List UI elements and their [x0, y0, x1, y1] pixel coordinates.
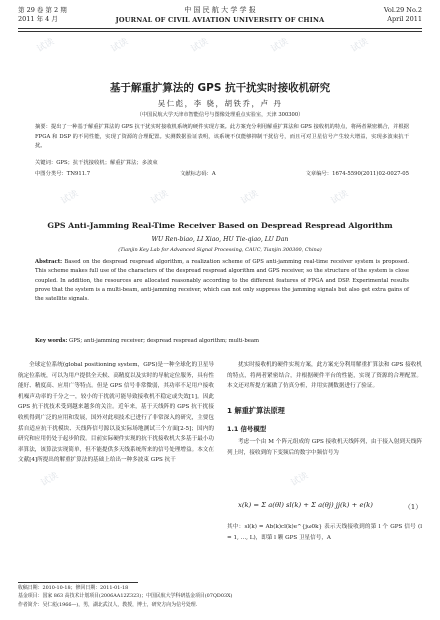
paper-title-en: GPS Anti-Jamming Real-Time Receiver Based on Despread Respread Algorithm	[47, 221, 393, 230]
watermark: 试读	[149, 188, 171, 207]
watermark: 试读	[59, 188, 81, 207]
footnote-rule	[18, 582, 138, 583]
footnote	[18, 584, 318, 609]
paper-title-cn: 基于解重扩算法的 GPS 抗干扰实时接收机研究	[109, 82, 331, 94]
watermark: 试读	[109, 36, 131, 55]
clc-number: 中图分类号：TN911.7	[35, 171, 91, 177]
watermark: 试读	[35, 36, 57, 55]
affiliation-cn: （中国民航大学天津市智能信号与图像处理重点实验室，天津 300300）	[136, 112, 304, 118]
equation-number: （1）	[404, 503, 422, 511]
fund-project: 基金项目：国家 863 高技术计划项目(2006AA12Z323)；中国民航大学科研基金项目(07QD03X)	[18, 593, 233, 600]
abstract-cn: 摘要：提出了一种基于解重扩算法的 GPS 抗干扰实时接收机系统的硬件实现方案。此方案充分利用解重扩算法和 GPS 接收机的特点，将两者紧密耦合，并根据 FPGA 和 DSP 的不同性能，实现了资源的合理配置。实测数据验证表明，该系统不仅能够抑制干扰信号，而且可对卫星信号产生较大增益，实现多波束抗干扰。	[35, 124, 409, 149]
keywords-en-text: GPS; anti-jamming receiver; despread respread algorithm; multi-beam	[69, 338, 260, 344]
volume-issue-en: Vol.29 No.2	[383, 6, 422, 14]
watermark: 试读	[349, 36, 371, 55]
section-heading-1: 1 解重扩算法原理	[227, 406, 285, 415]
watermark: 试读	[329, 188, 351, 207]
header-rule-thin	[18, 31, 422, 32]
equation-explanation: 其中：sl(k) = Ab(k)cl(k)e^{jω0k} 表示天线接收到的第 l 个 GPS 信号 (l = 1, …, L)，即第 l 颗 GPS 卫星信号，A	[227, 524, 422, 541]
abstract-en-label: Abstract:	[35, 259, 63, 265]
section-heading-1-1: 1.1 信号模型	[227, 425, 267, 433]
article-id: 文章编号：1674-5590(2011)02-0027-05	[305, 171, 409, 177]
equation-body: x(k) = Σ a(θl) sl(k) + Σ a(θj) jj(k) + e(k)	[238, 501, 373, 509]
received-date: 收稿日期：2010-10-18；修回日期：2011-01-18	[18, 585, 129, 591]
header-rule	[18, 28, 422, 29]
keywords-en-label: Key words:	[35, 338, 68, 344]
keywords-cn: 关键词：GPS；抗干扰接收机；解重扩算法；多波束	[35, 160, 158, 166]
volume-issue: 第 29 卷 第 2 期	[18, 6, 67, 14]
body-right-column-intro: 扰实时接收机的硬件实现方案，此方案充分利用解重扩算法和 GPS 接收机的特点，将两者紧密结合，并根据硬件平台的性能，实现了资源的合理配置。本文还对所提方案做了仿真分析，并用实测数据进行了验证。	[227, 362, 422, 390]
abstract-en-text: Based on the despread respread algorithm, a realization scheme of GPS anti-jamming real-time receiver system is proposed. This scheme makes full use of the characters of the despread respread algorithm and GPS receiver, so the structure of the system is close coupled. In addition, the resources are allocated reasonably according to the different features of FPGA and DSP. Experimental results prove that the system is a multi-beam, anti-jamming receiver, which can not only suppress the jamming signals but also get extra gains of the satellite signals.	[35, 259, 409, 303]
journal-issue-info-en	[384, 6, 422, 24]
issue-date-en: April 2011	[387, 15, 422, 23]
classification-row	[35, 169, 409, 177]
watermark: 试读	[239, 188, 261, 207]
equation-1	[238, 501, 422, 511]
journal-name-en: JOURNAL OF CIVIL AVIATION UNIVERSITY OF CHINA	[115, 16, 325, 24]
authors-cn: 吴仁彪，李 骁，胡铁乔，卢 丹	[157, 99, 283, 108]
watermark: 试读	[269, 36, 291, 55]
journal-name	[0, 5, 440, 25]
watermark: 试读	[189, 36, 211, 55]
author-bio: 作者简介：吴仁彪(1966—)，男，湖北武汉人，教授，博士，研究方向为信号处理.	[18, 601, 198, 608]
watermark: 试读	[289, 470, 311, 489]
document-code: 文献标志码：A	[180, 171, 216, 177]
keywords-en	[35, 338, 409, 344]
abstract-en	[35, 258, 409, 304]
authors-en: WU Ren-biao, LI Xiao, HU Tie-qiao, LU Dan	[151, 236, 289, 243]
body-left-column: 全球定位系统(global positioning system，GPS)是一种全球化的卫星导航定位系统，可以为用户提供全天候、高精度以及实时的导航定位服务，具有性能好、精度高、应用广等特点。但是 GPS 信号非常微弱，其功率不足用户接收机噪声功率的千分之一，较小的干扰就可能导致接收机不稳定或失效[1]。因此 GPS 抗干扰技术受到越来越多的关注。近年来，基于天线阵的 GPS 抗干扰接收机得到广泛的应用和发展，国外对此项技术已进行了非常深入的研究，主要包括自适应抗干扰模块、天线阵信号源以及实际场地测试三个方面[2-5]；国内的研究和应用仍处于起步阶段。目前实际硬件实现的抗干扰接收机大多基于最小功率算法，该算法实现简单，但不能提供多天线系统所来的信号处理增益。本文在文献[4]所提出的解重扩算法的基础上给出一种多波束 GPS 抗干	[18, 362, 214, 464]
issue-date: 2011 年 4 月	[18, 15, 58, 23]
journal-name-cn: 中 国 民 航 大 学 学 报	[184, 6, 256, 14]
affiliation-en: (Tianjin Key Lab for Advanced Signal Processing, CAUC, Tianjin 300300, China)	[118, 247, 322, 253]
signal-model-paragraph: 考虑一个由 M 个阵元组成的 GPS 接收机天线阵列，由于接入射到天线阵列上时，接收到的下变频后的数字中频信号为	[227, 439, 422, 456]
watermark: 试读	[39, 470, 61, 489]
